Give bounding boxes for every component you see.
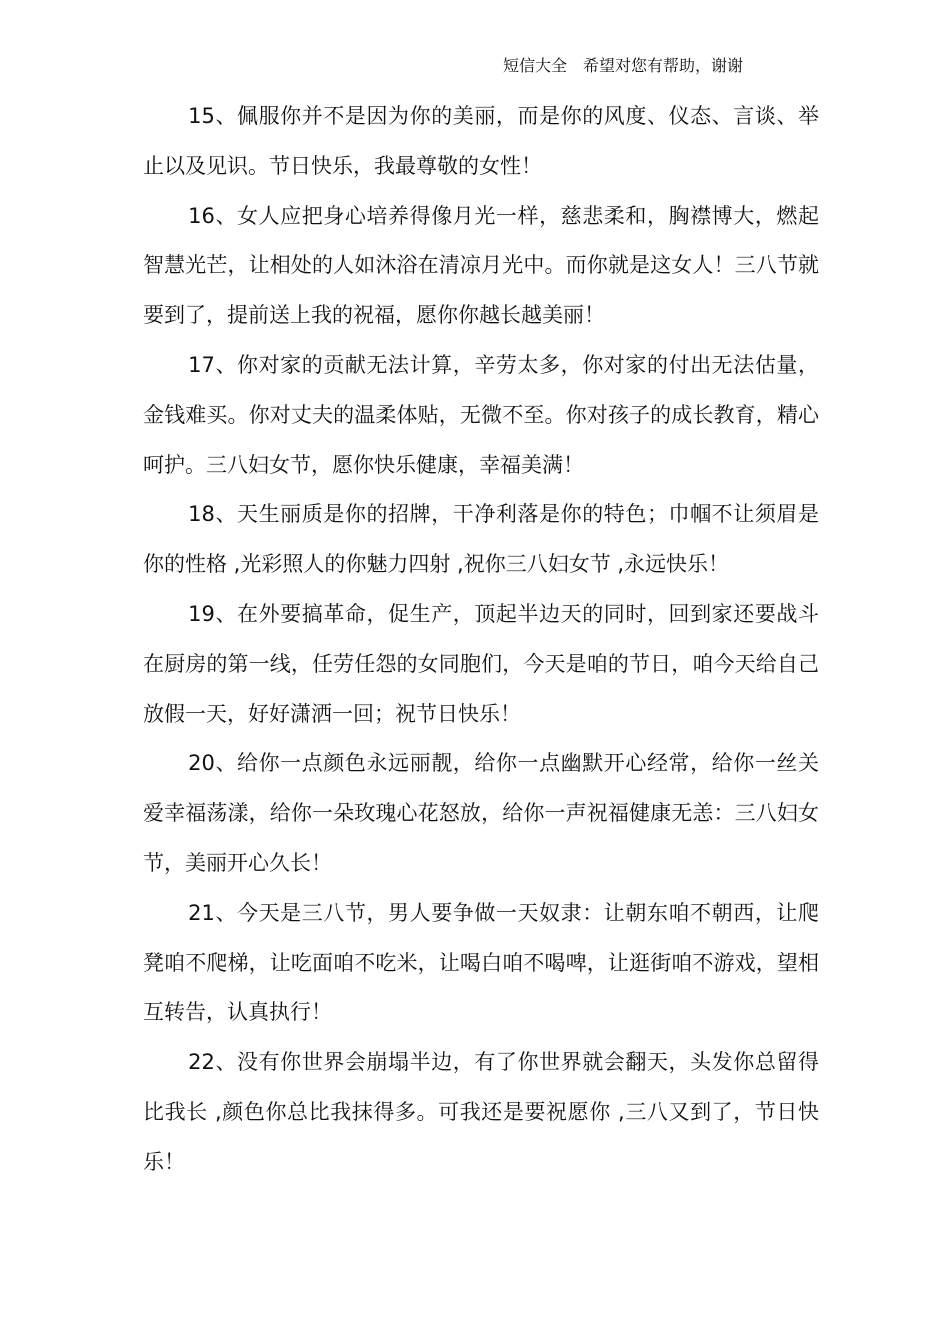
document-body [143,92,819,1188]
paragraph-20: 20、给你一点颜色永远丽靓，给你一点幽默开心经常，给你一丝关爱幸福荡漾，给你一朵玫瑰心花怒放，给你一声祝福健康无恙：三八妇女节，美丽开心久长！ [143,751,819,875]
page-header [503,54,743,78]
paragraph-21: 21、今天是三八节，男人要争做一天奴隶：让朝东咱不朝西，让爬凳咱不爬梯，让吃面咱不吃米，让喝白咱不喝啤，让逛街咱不游戏，望相互转告，认真执行！ [143,900,819,1025]
paragraph-16: 16、女人应把身心培养得像月光一样，慈悲柔和，胸襟博大，燃起智慧光芒，让相处的人如沐浴在清凉月光中。而你就是这女人！三八节就要到了，提前送上我的祝福，愿你你越长越美丽！ [143,203,819,328]
paragraph-18: 18、天生丽质是你的招牌，干净利落是你的特色；巾帼不让须眉是你的性格 ,光彩照人的你魅力四射 ,祝你三八妇女节 ,永远快乐！ [143,502,819,577]
paragraph-19: 19、在外要搞革命，促生产，顶起半边天的同时，回到家还要战斗在厨房的第一线，任劳任怨的女同胞们，今天是咱的节日，咱今天给自己放假一天，好好潇洒一回；祝节日快乐！ [143,601,819,726]
header-title: 短信大全 [503,56,568,75]
paragraph-17: 17、你对家的贡献无法计算，辛劳太多，你对家的付出无法估量，金钱难买。你对丈夫的温柔体贴，无微不至。你对孩子的成长教育，精心呵护。三八妇女节，愿你快乐健康，幸福美满！ [143,352,819,477]
paragraph-22: 22、没有你世界会崩塌半边，有了你世界就会翻天，头发你总留得比我长 ,颜色你总比我抹得多。可我还是要祝愿你 ,三八又到了，节日快乐！ [143,1050,819,1174]
paragraph-15: 15、佩服你并不是因为你的美丽，而是你的风度、仪态、言谈、举止以及见识。节日快乐，我最尊敬的女性！ [143,104,819,178]
header-subtitle: 希望对您有帮助，谢谢 [583,56,744,75]
